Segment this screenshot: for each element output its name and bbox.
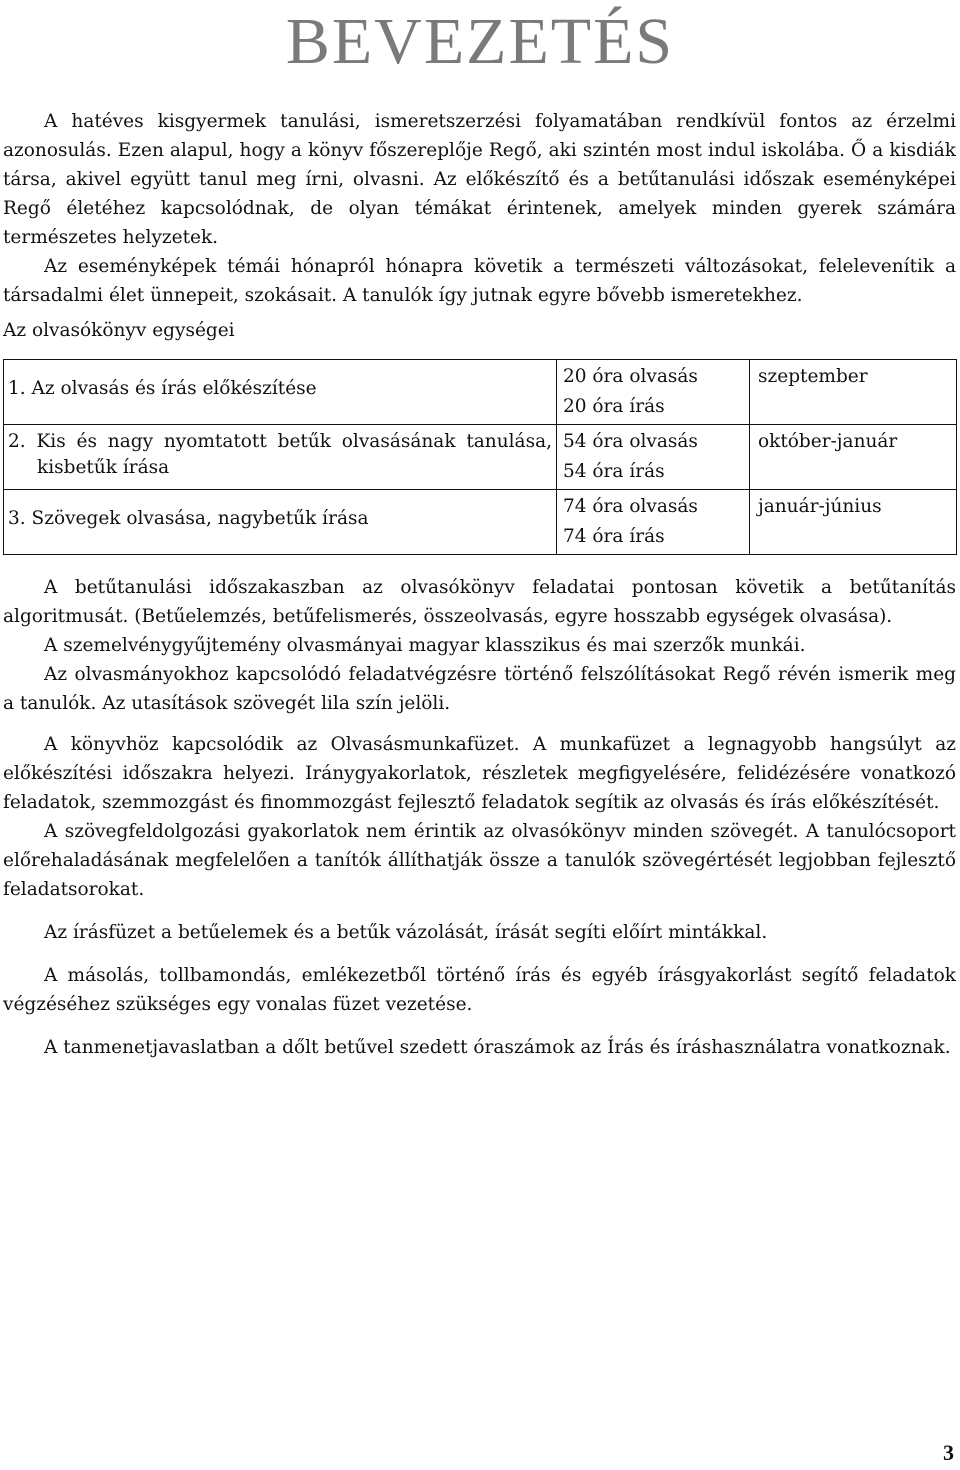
text-processing-paragraph: A szövegfeldolgozási gyakorlatok nem érintik az olvasókönyv minden szövegét. A tanulócsoport előrehaladásának megfelelően a tanítók állíthatják össze a tanulók szövegértését legjobban fejlesztő feladatsorokat. xyxy=(3,821,956,900)
writing-book-paragraph: Az írásfüzet a betűelemek és a betűk vázolását, írását segíti előírt mintákkal. xyxy=(44,922,768,943)
unit-name: 3. Szövegek olvasása, nagybetűk írása xyxy=(8,508,369,529)
anthology-paragraph: A szemelvénygyűjtemény olvasmányai magyar klasszikus és mai szerzők munkái. xyxy=(44,635,806,656)
unit-period-cell xyxy=(750,360,957,425)
unit-name: 1. Az olvasás és írás előkészítése xyxy=(8,378,317,399)
unit-period: október-január xyxy=(758,431,898,452)
instructions-paragraph: Az olvasmányokhoz kapcsolódó feladatvégzésre történő felszólításokat Regő révén ismerik meg a tanulók. Az utasítások szövegét lila szín jelöli. xyxy=(3,664,956,714)
unit-name-cell xyxy=(4,425,557,490)
unit-name-cell xyxy=(4,490,557,555)
table-row xyxy=(4,425,957,490)
unit-period-cell xyxy=(750,425,957,490)
unit-hours-cell xyxy=(557,360,750,425)
unit-reading-hours: 20 óra olvasás xyxy=(563,366,698,387)
themes-paragraph: Az eseményképek témái hónapról hónapra követik a természeti változásokat, felelevenítik a társadalmi élet ünnepeit, szokásait. A tanulók így jutnak egyre bővebb ismeretekhez. xyxy=(3,256,956,306)
unit-period: szeptember xyxy=(758,366,868,387)
units-table xyxy=(3,359,957,555)
table-row xyxy=(4,490,957,555)
letter-learning-paragraph: A betűtanulási időszakaszban az olvasókönyv feladatai pontosan követik a betűtanítás algoritmusát. (Betűelemzés, betűfelismerés, összeolvasás, egyre hosszabb egységek olvasása). xyxy=(3,577,956,627)
unit-period: január-június xyxy=(758,496,882,517)
unit-name: 2. Kis és nagy nyomtatott betűk olvasásának tanulása, kisbetűk írása xyxy=(8,431,552,478)
unit-period-cell xyxy=(750,490,957,555)
unit-reading-hours: 74 óra olvasás xyxy=(563,496,698,517)
curriculum-paragraph: A tanmenetjavaslatban a dőlt betűvel szedett óraszámok az Írás és íráshasználatra vonatkoznak. xyxy=(44,1037,951,1058)
copying-paragraph: A másolás, tollbamondás, emlékezetből történő írás és egyéb írásgyakorlást segítő feladatok végzéséhez szükséges egy vonalas füzet vezetése. xyxy=(3,965,956,1015)
unit-name-cell xyxy=(4,360,557,425)
intro-paragraph: A hatéves kisgyermek tanulási, ismeretszerzési folyamatában rendkívül fontos az érzelmi azonosulás. Ezen alapul, hogy a könyv főszereplője Regő, aki szintén most indul iskolába. Ő a kisdiák társa, akivel együtt tanul meg írni, olvasni. Az előkészítő és a betűtanulási időszak eseményképei Regő életéhez kapcsolódnak, de olyan témákat érintenek, amelyek minden gyerek számára természetes helyzetek. xyxy=(3,111,956,248)
unit-hours-cell xyxy=(557,490,750,555)
page-title: BEVEZETÉS xyxy=(285,5,675,78)
unit-writing-hours: 20 óra írás xyxy=(563,396,665,417)
unit-writing-hours: 74 óra írás xyxy=(563,526,665,547)
table-row xyxy=(4,360,957,425)
unit-writing-hours: 54 óra írás xyxy=(563,461,665,482)
page-number: 3 xyxy=(943,1440,954,1465)
table-heading: Az olvasókönyv egységei xyxy=(3,320,235,341)
unit-hours-cell xyxy=(557,425,750,490)
body-text xyxy=(3,107,956,1062)
unit-reading-hours: 54 óra olvasás xyxy=(563,431,698,452)
workbook-paragraph: A könyvhöz kapcsolódik az Olvasásmunkafüzet. A munkafüzet a legnagyobb hangsúlyt az előkészítési időszakra helyezi. Iránygyakorlatok, részletek megfigyelésére, felidézésére vonatkozó feladatok, szemmozgást és finommozgást fejlesztő feladatok segítik az olvasás és írás előkészítését. xyxy=(3,734,956,813)
